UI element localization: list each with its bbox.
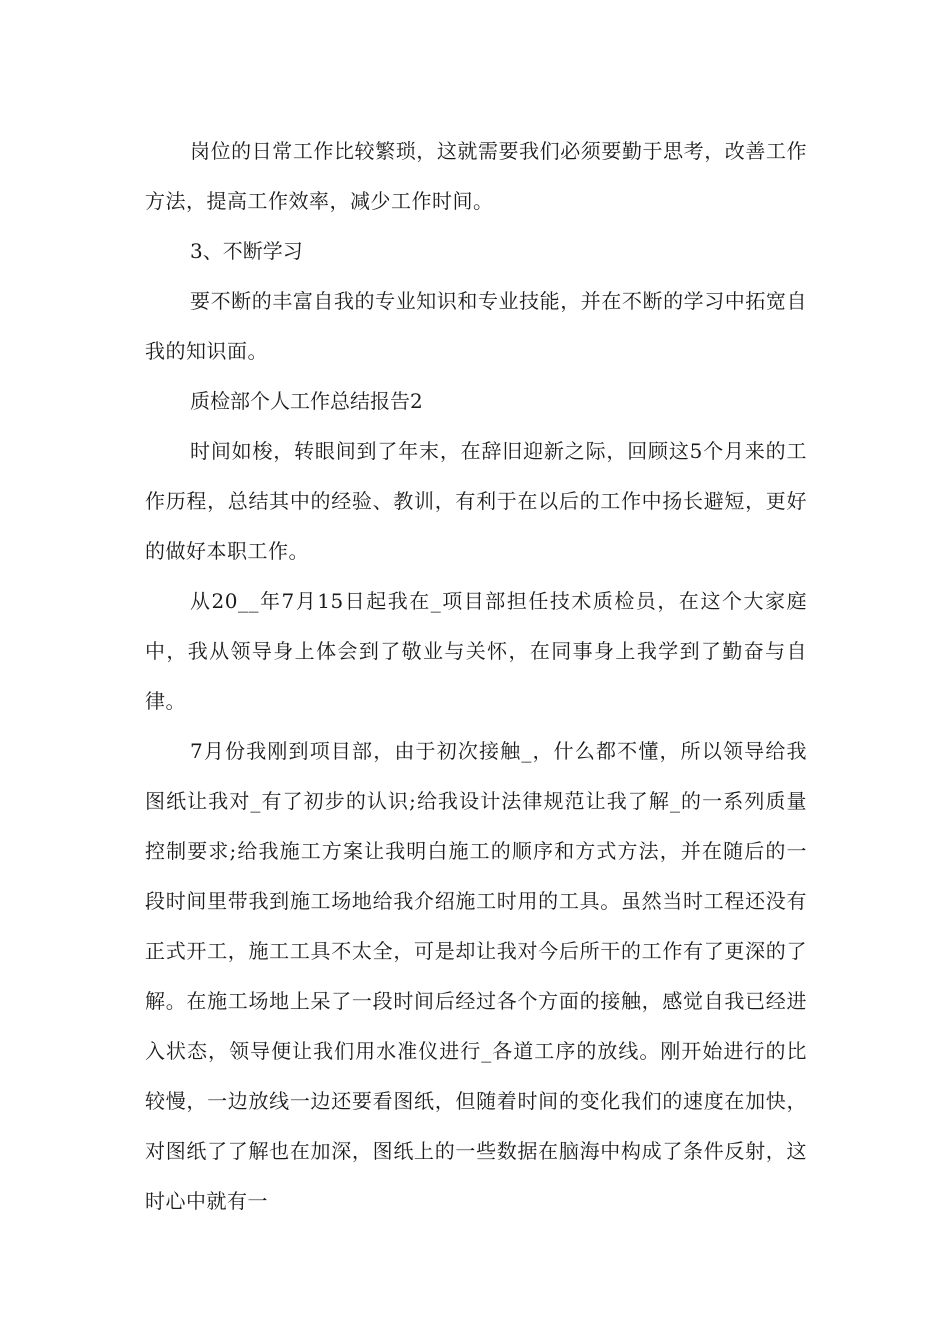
paragraph-year-end-review: 时间如梭，转眼间到了年末，在辞旧迎新之际，回顾这5个月来的工作历程，总结其中的经验、教训，有利于在以后的工作中扬长避短，更好的做好本职工作。	[145, 439, 807, 563]
report-title-2: 质检部个人工作总结报告2	[190, 389, 423, 413]
paragraph-july-experience: 7月份我刚到项目部，由于初次接触_，什么都不懂，所以领导给我图纸让我对_有了初步的认识;给我设计法律规范让我了解_的一系列质量控制要求;给我施工方案让我明白施工的顺序和方式方法，并在随后的一段时间里带我到施工场地给我介绍施工时用的工具。虽然当时工程还没有正式开工，施工工具不太全，可是却让我对今后所干的工作有了更深的了解。在施工场地上呆了一段时间后经过各个方面的接触，感觉自我已经进入状态，领导便让我们用水准仪进行_各道工序的放线。刚开始进行的比较慢，一边放线一边还要看图纸，但随着时间的变化我们的速度在加快，对图纸了了解也在加深，图纸上的一些数据在脑海中构成了条件反射，这时心中就有一	[145, 739, 807, 1213]
paragraph-learning: 要不断的丰富自我的专业知识和专业技能，并在不断的学习中拓宽自我的知识面。	[145, 289, 807, 363]
paragraph-start-date: 从20__年7月15日起我在_项目部担任技术质检员，在这个大家庭中，我从领导身上体会到了敬业与关怀，在同事身上我学到了勤奋与自律。	[145, 589, 807, 713]
document-body	[145, 126, 807, 1226]
section-heading-continuous-learning: 3、不断学习	[190, 239, 303, 263]
paragraph-work-efficiency: 岗位的日常工作比较繁琐，这就需要我们必须要勤于思考，改善工作方法，提高工作效率，减少工作时间。	[145, 139, 807, 213]
